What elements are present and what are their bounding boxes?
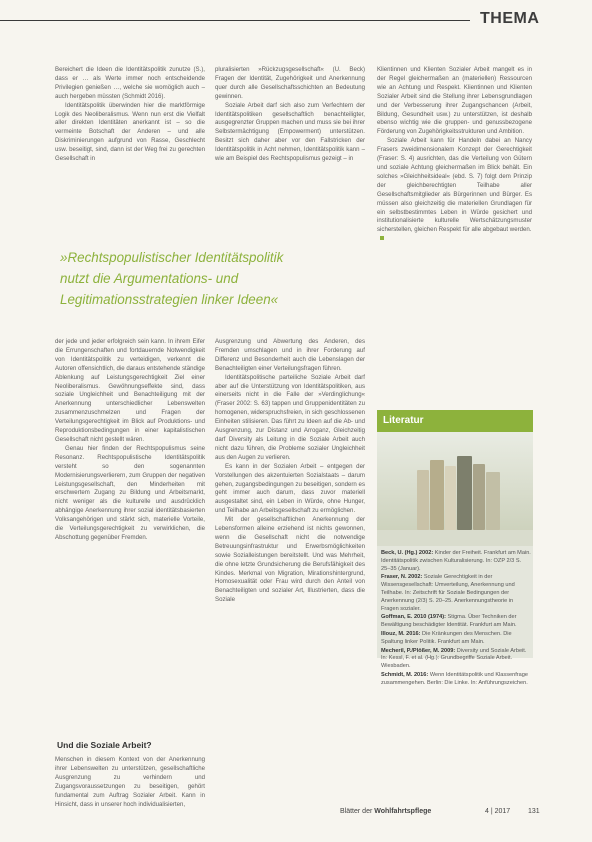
paragraph: Menschen in diesem Kontext von der Anerkennung ihrer Lebenswelten zu unterstützen, gesellschaftliche Ausgrenzung zu verhindern und Zugangsvoraussetzungen zu beseitigen, gehört fundamental zum Auftrag Sozialer Arbeit. Kann in Hinsicht, dass in unserer hoch individualisierten, (55, 756, 205, 808)
entry-text: Stigma. Über Techniken der Bewältigung beschädigter Identität. Frankfurt am Main. (381, 614, 517, 629)
paragraph: Identitätspolitische parteiliche Soziale Arbeit darf aber auf die Unterstützung von Identitätspolitiken, aus einerseits nicht in die Falle der »Verdinglichung« (Fraser 2002: S. 63) tappen und Gruppenidentitäten zu homogenen, widerspruchsfreien, in sich geschlossenen Einheiten stilisieren. Das führt zu Ideen auf die Ab- und Ausgrenzung, zur Distanz und Arroganz, Gleichzeitig darf Diversity als Leitung in die Soziale Arbeit auch nicht dazu führen, die Probleme sozialer Ungleichheit aus den Augen zu verlieren. (215, 373, 365, 461)
header-rule (0, 20, 470, 21)
literature-entry (381, 631, 531, 647)
literature-entry (381, 574, 531, 613)
book-spine (445, 466, 456, 530)
entry-text: Diversity und Soziale Arbeit. In: Kessl, F. et al. (Hg.): Grundbegriffe Soziale Arbeit. Wiesbaden. (381, 647, 527, 670)
literature-entry (381, 672, 531, 688)
entry-author: Schmidt, M. 2016: (381, 671, 429, 678)
entry-text: Soziale Gerechtigkeit in der Wissensgesellschaft: Umverteilung, Anerkennung und Teilhabe. In: Zeitschrift für Soziale Bedingungen der Anerkennung (2/3) S. 20–25. Anerkennungstheorie in Fragen sozialer. (381, 574, 515, 612)
book-spine (430, 460, 444, 530)
entry-author: Illouz, M. 2016: (381, 630, 421, 637)
subheading: Und die Soziale Arbeit? (57, 740, 152, 750)
book-spine (457, 456, 472, 530)
entry-author: Goffman, E. 2010 (1974): (381, 614, 446, 621)
pull-quote-line: nutzt die Argumentations- und (60, 271, 239, 286)
paragraph: Soziale Arbeit darf sich also zum Verfechtern der Identitätspolitiken gesellschaftlich benachteiligter, ausgegrenzter Gruppen machen und muss sie bei ihrer Selbstermächtigung (Empowerment) unterstützen. Besitzt sich daher aber vor den Fallstricken der Identitätspolitik in Acht nehmen, Identitätspolitik kann – wie am Beispiel des Rechtspopulismus gezeigt – in (215, 101, 365, 163)
paragraph: Ausgrenzung und Abwertung des Anderen, des Fremden umschlagen und in ihrer Forderung auf Differenz und Besonderheit auch die Lebenslagen der Benachteiligten einer Verteilungsfragen führen. (215, 338, 365, 372)
entry-author: Beck, U. (Hg.) 2002: (381, 550, 434, 556)
book-spine (417, 470, 429, 530)
paragraph: Es kann in der Sozialen Arbeit – entgegen der Vorstellungen des akzentuierten Sozialstaats – darum gehen, zugangsbedingungen zu beseitigen, sondern es geht immer auch darum, dass zuvor materiell ausgestaltet sind, ein Leben in Würde, ohne Hunger, und Teilhabe an Arbeitsgesellschaft zu ermöglichen. (215, 462, 365, 515)
book-spine (473, 464, 485, 530)
literature-entry (381, 648, 531, 671)
books-image (377, 432, 533, 546)
page-number: 131 (528, 808, 540, 815)
literature-list (381, 550, 531, 689)
paragraph: Soziale Arbeit kann für Handeln dabei an Nancy Frasers zweidimensionalem Konzept der Gerechtigkeit (Fraser: S. 4) ausrichten, das die Verteilung von Gütern und soziale Achtung gleichermaßen im Blick behält. Ein solches »Gleichheitsideal« (ebd. S. 7) folgt dem Prinzip der gleichberechtigten Teilhabe aller Gesellschaftsmitglieder als Bürgerinnen und Bürger. Es müssen also gleichzeitig die materiellen Grundlagen für ein selbstbestimmtes Leben in Würde gesichert und institutionalisierte kulturelle Wertschätzungsmuster sicherstellen, gleichen Respekt für alle abgebaut werden. (377, 137, 532, 234)
book-spine (486, 472, 500, 530)
paragraph: Mit der gesellschaftlichen Anerkennung der Lebensformen alleine erziehend ist nichts gewonnen, wenn die Gesellschaft nicht die notwendige Betreuungsinfrastruktur und Erwerbsmöglichkeiten sowie Sozialleistungen bereitstellt. Und was Mehrheit, die ohne letzte Grundsicherung die Berufsfähigkeit des Kindes. Merkmal von Migration, Mirationshintergrund, Homosexualität oder Frau wird durch den Anteil von Benachteiligten und sozialer Art, Illustrierten, dass die Soziale (215, 516, 365, 604)
literature-box (377, 410, 533, 686)
journal-name (340, 808, 431, 815)
paragraph: pluralisierten »Rückzugsgesellschaft« (U. Beck) Fragen der Identität, Zugehörigkeit und Anerkennung quer durch alle Gesellschaftsschichten an Bedeutung gewinnen. (215, 66, 365, 100)
column-1-after (55, 756, 205, 826)
shelf (377, 530, 533, 546)
end-mark (380, 236, 384, 240)
column-1-bottom (55, 338, 205, 738)
paragraph: Bereichert die Ideen die Identitätspolitik zunutze (S.), dass er … als Werte immer noch entscheidende Privilegien genießen …, welche sie womöglich auch – auch hergeben müssten (Schmidt 2016). (55, 66, 205, 100)
paragraph: Klientinnen und Klienten Sozialer Arbeit mangelt es in der Regel gleichermaßen an (materiellen) Ressourcen wie an Achtung und Respekt. Klientinnen und Klienten Sozialer Arbeit sind die Stellung ihrer Lebensgrundlagen und der Verbesserung ihrer Zugangschancen (Arbeit, Bildung, Gesundheit usw.) zu unterstützen, ist deshalb ebenso wichtig wie die gruppen- und genussbezogene Förderung von Zugehörigkeitsstrukturen und Ambition. (377, 66, 532, 136)
pull-quote (60, 247, 360, 310)
journal-prefix: Blätter der (340, 808, 373, 815)
journal-title: Wohlfahrtspflege (374, 808, 432, 815)
entry-text: Die Kränkungen des Menschen. Die Spaltung linker Politik. Frankfurt am Main. (381, 630, 512, 645)
pull-quote-line: Legitimationsstrategien linker Ideen« (60, 292, 279, 307)
paragraph: der jede und jeder erfolgreich sein kann. In ihrem Eifer die Errungenschaften und fortdauernde Notwendigkeit von Identitätspolitik zu verteidigen, verkennt die Autoren offensichtlich, die daraus entstehende ständige Ablenkung auf Leistungsgerechtigkeit Ziel einer Neoliberalismus. Gewöhnungseffekte sind, dass soziale Ungleichheit und Benachteiligung mit der Anerkennung unterschiedlicher Lebenswelten zusammenzuschmelzen und Fragen der Verteilungsgerechtigkeit im Blick auf Produktions- und Reproduktionsbedingungen in einer kapitalistischen Gesellschaft nicht gestellt wären. (55, 338, 205, 443)
paragraph: Genau hier finden der Rechtspopulismus seine Resonanz. Rechtspopulistische Identitätspolitik versteht so den sogenannten Modernisierungsverlierern, zum Gruppen der negativen Leistungsgesellschaft, den Minderheiten mit erschwertem Zugang zu Bildung und Arbeitsmarkt, nicht weniger als die kulturelle und ausdrücklich abhängige Anerkennung ihrer sozial identitätsbasierten Volksangehörigen und stärkt sich, materielle Vorteile, die Verteilungsgerechtigkeit zu verwirklichen, die Abschottung gegenüber Fremden. (55, 444, 205, 541)
section-title: THEMA (480, 10, 540, 27)
column-2-top (215, 66, 365, 164)
entry-text: Wenn Identitätspolitik und Klassenfrage zusammengehen. Berlin: Die Linke. In: Anführungszeichen. (381, 671, 528, 686)
column-2-bottom (215, 338, 365, 828)
paragraph: Identitätspolitik überwinden hier die marktförmige Logik des Neoliberalismus. Wenn nun erst die Vielfalt aller direkten Identitäten anerkannt ist – so die vermeinte Botschaft der Anderen – und alle Diskriminierungen aufgrund von Rasse, Geschlecht usw. beseitigt, sind, dann ist der Weg frei zu gerechten Gesellschaft in (55, 101, 205, 163)
entry-author: Mecheril, P./Plößer, M. 2009: (381, 647, 456, 654)
entry-author: Fraser, N. 2002: (381, 574, 423, 581)
entry-text: Kinder der Freiheit. Frankfurt am Main. Identitätspolitik zwischen Kulturalisierung. In: OZP 2/3 S. 25–35 (Januar). (381, 550, 531, 572)
literature-entry (381, 614, 531, 630)
column-3 (377, 66, 532, 244)
page-footer (340, 808, 540, 815)
issue-number: 4 | 2017 (485, 808, 511, 815)
literature-heading: Literatur (377, 410, 533, 432)
pull-quote-line: »Rechtspopulistischer Identitätspolitik (60, 250, 284, 265)
column-1-top (55, 66, 205, 164)
literature-entry (381, 550, 531, 573)
